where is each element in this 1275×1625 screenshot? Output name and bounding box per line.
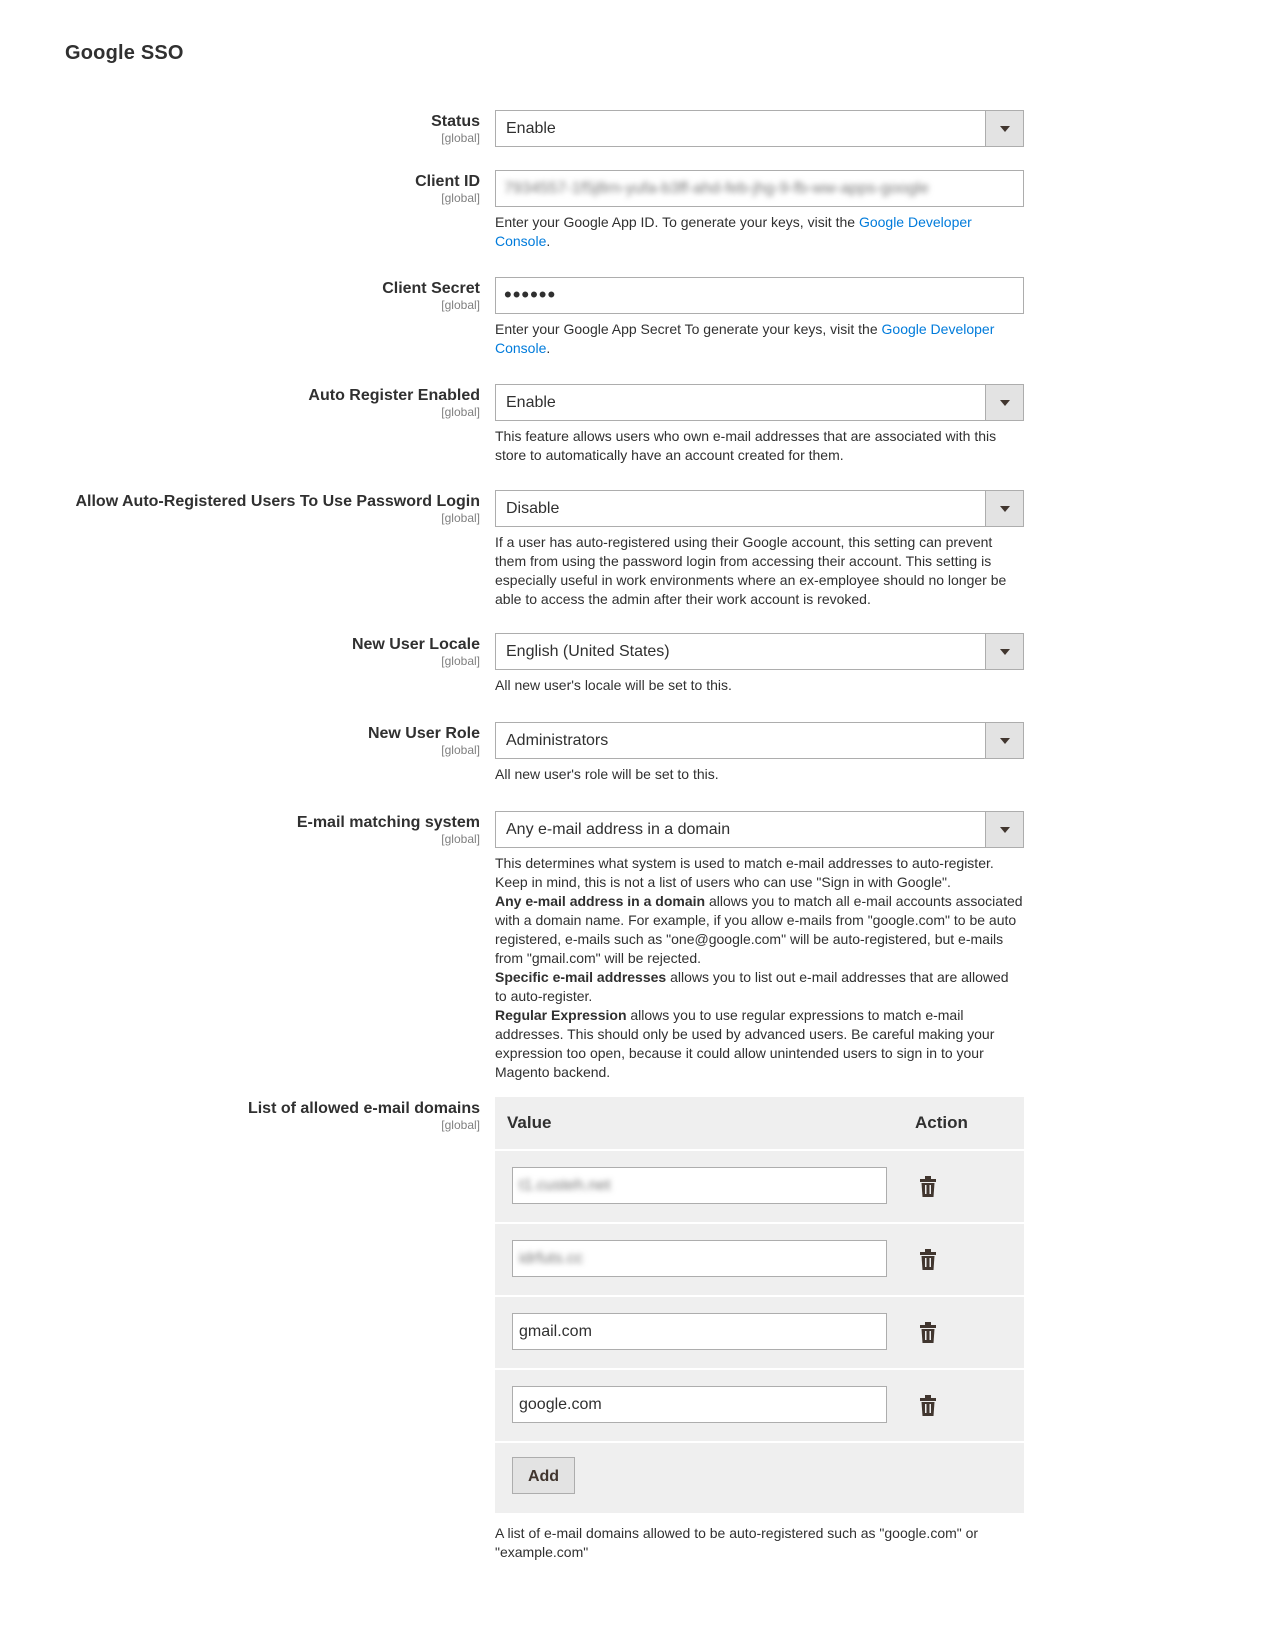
scope-label: [global] [441,131,480,145]
table-row [495,1151,1024,1224]
client-secret-input[interactable]: •••••• [495,277,1024,314]
trash-icon[interactable] [920,1249,936,1270]
password-login-select[interactable]: Disable [495,490,1024,527]
chevron-down-icon[interactable] [985,111,1023,146]
password-login-label: Allow Auto-Registered Users To Use Password Login [global] [75,493,480,525]
locale-label: New User Locale [global] [351,636,480,668]
scope-label: [global] [441,511,480,525]
domain-input[interactable]: google.com [512,1386,887,1423]
chevron-down-icon[interactable] [985,812,1023,847]
domain-input[interactable]: gmail.com [512,1313,887,1350]
chevron-down-icon[interactable] [985,385,1023,420]
trash-icon[interactable] [920,1322,936,1343]
client-secret-control [495,277,1024,358]
domains-control [495,1097,1024,1562]
grid-footer [495,1443,1024,1513]
status-control [495,110,1024,147]
matching-label: E-mail matching system [global] [296,814,480,846]
table-row [495,1297,1024,1370]
role-label: New User Role [global] [367,725,480,757]
section-title: Google SSO [65,42,184,64]
chevron-down-icon[interactable] [985,491,1023,526]
domains-note: A list of e-mail domains allowed to be auto-registered such as "google.com" or "example.com" [495,1525,979,1560]
trash-icon[interactable] [920,1176,936,1197]
status-label: Status [global] [431,113,480,145]
client-id-input[interactable]: 7934557-1f5j8rn-yufa-b3ff-ahd-feb-jhg-9-fb-ww-apps-google [495,170,1024,207]
scope-label: [global] [441,654,480,668]
locale-select[interactable]: English (United States) [495,633,1024,670]
scope-label: [global] [441,298,480,312]
auto-register-label: Auto Register Enabled [global] [308,387,480,419]
client-id-control [495,170,1024,251]
scope-label: [global] [441,405,480,419]
matching-note: This determines what system is used to match e-mail addresses to auto-register. Keep in mind, this is not a list of users who can use "Sign in with Google". Any e-mail address in a domain allows you to match all e-mail accounts associated with a domain name. For example, if you allow e-mails from "google.com" to be auto registered, e-mails such as "one@google.com" will be auto-registered, but e-mails from "gmail.com" will be rejected. Specific e-mail addresses allows you to list out e-mail addresses that are allowed to auto-register. Regular Expression allows you to use regular expressions to match e-mail addresses. This should only be used by advanced users. Be careful making your expression too open, because it could allow unintended users to sign in to your Magento backend. [495,855,1023,1080]
auto-register-note: This feature allows users who own e-mail addresses that are associated with this store to automatically have an account created for them. [495,428,997,463]
google-developer-console-link[interactable]: Google Developer Console [495,321,995,356]
scope-label: [global] [441,832,480,846]
add-button[interactable]: Add [512,1457,575,1494]
role-select[interactable]: Administrators [495,722,1024,759]
matching-select[interactable]: Any e-mail address in a domain [495,811,1024,848]
auto-register-control [495,384,1024,465]
client-secret-label: Client Secret [global] [382,280,480,312]
trash-icon[interactable] [920,1395,936,1416]
client-id-label: Client ID [global] [415,173,480,205]
table-row [495,1224,1024,1297]
password-login-note: If a user has auto-registered using their Google account, this setting can prevent them from using the password login from accessing their account. This setting is especially useful in work environments where an ex-employee should no longer be able to access the admin after their work account is revoked. [495,534,1007,607]
column-header-value: Value [507,1113,552,1132]
auto-register-select[interactable]: Enable [495,384,1024,421]
chevron-down-icon[interactable] [985,634,1023,669]
domains-grid [495,1097,1024,1513]
chevron-down-icon[interactable] [985,723,1023,758]
scope-label: [global] [441,1118,480,1132]
scope-label: [global] [441,191,480,205]
client-id-note: Enter your Google App ID. To generate your keys, visit the Google Developer Console. [495,214,972,249]
locale-note: All new user's locale will be set to this. [495,677,732,693]
password-login-control [495,490,1024,609]
locale-control [495,633,1024,695]
table-row [495,1370,1024,1443]
domains-label: List of allowed e-mail domains [global] [247,1100,480,1132]
matching-control [495,811,1024,1082]
grid-header [495,1097,1024,1151]
domain-input[interactable]: idrfuts.cc [512,1240,887,1277]
status-select[interactable]: Enable [495,110,1024,147]
role-control [495,722,1024,784]
scope-label: [global] [441,743,480,757]
client-secret-note: Enter your Google App Secret To generate your keys, visit the Google Developer Console. [495,321,995,356]
role-note: All new user's role will be set to this. [495,766,719,782]
google-developer-console-link[interactable]: Google Developer Console [495,214,972,249]
column-header-action: Action [915,1113,968,1132]
domain-input[interactable]: t1.custeh.net [512,1167,887,1204]
